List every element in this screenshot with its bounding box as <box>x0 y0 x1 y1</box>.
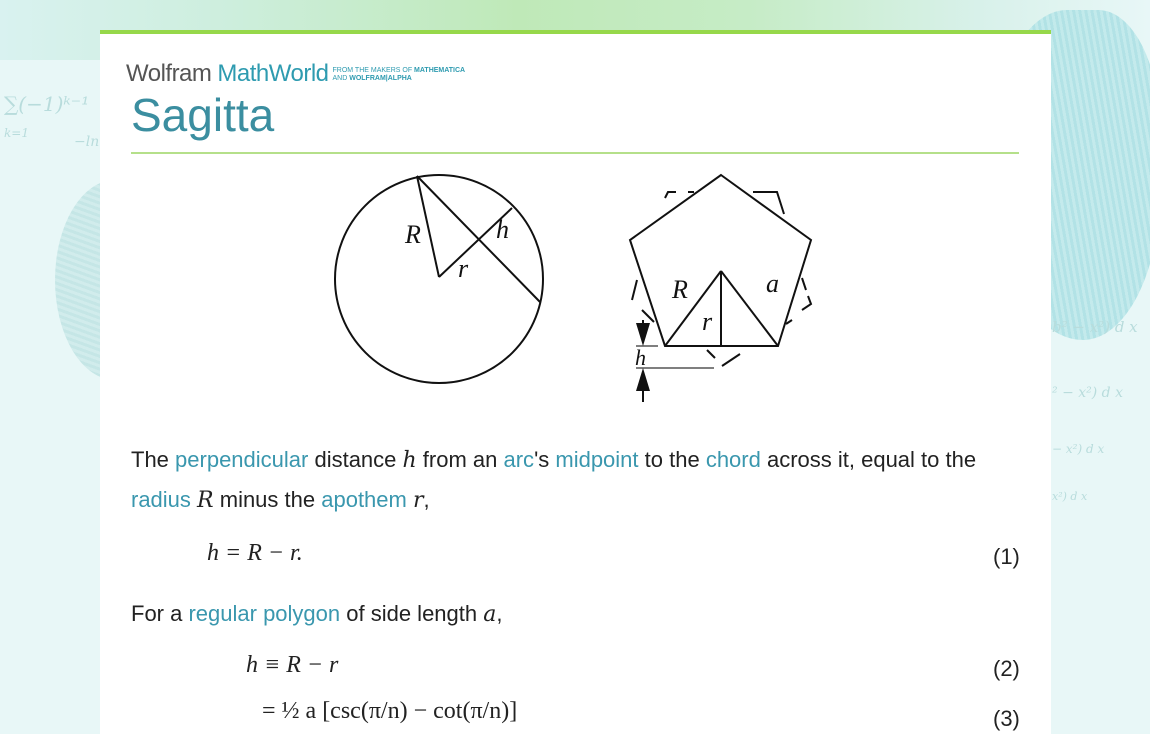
math-var-a: a <box>483 602 497 627</box>
polygon-paragraph <box>131 594 1031 634</box>
equation-1: h = R − r. <box>207 540 303 566</box>
tagline-text: FROM THE MAKERS OF <box>332 67 415 74</box>
background-formula: ∑(−1)ᵏ⁻¹ <box>4 92 90 116</box>
equation-number-1: (1) <box>993 544 1020 569</box>
equation-2: h ≡ R − r <box>246 652 339 678</box>
background-formula: k=1 <box>4 126 29 140</box>
svg-text:R: R <box>672 275 688 304</box>
text: minus the <box>213 487 322 512</box>
text: , <box>496 601 503 626</box>
text: 's <box>534 447 556 472</box>
link-perpendicular[interactable]: perpendicular <box>175 447 309 472</box>
equation-3: = ½ a [csc(π/n) − cot(π/n)] <box>262 698 518 724</box>
text: across it, equal to the <box>760 447 977 472</box>
text: of side length <box>340 601 484 626</box>
math-var-R: R <box>197 488 214 513</box>
background-formula: ² − x²) d x <box>1052 385 1123 401</box>
sagitta-circle-figure <box>330 170 550 390</box>
svg-text:h: h <box>496 215 509 244</box>
link-apothem[interactable]: apothem <box>321 487 407 512</box>
definition-paragraph <box>131 440 1031 520</box>
tagline-wolframalpha: WOLFRAM|ALPHA <box>349 75 412 82</box>
svg-text:h: h <box>635 345 646 370</box>
logo-mathworld-text: MathWorld <box>217 60 329 87</box>
background-formula: x²) d x <box>1052 490 1088 503</box>
mathworld-logo[interactable] <box>126 60 465 88</box>
title-divider <box>131 152 1019 154</box>
background-formula: b² − x²) d x <box>1052 318 1138 336</box>
text: from an <box>416 447 504 472</box>
math-var-r: r <box>412 488 424 513</box>
logo-tagline <box>333 67 466 83</box>
link-chord[interactable]: chord <box>705 447 761 472</box>
link-radius[interactable]: radius <box>131 487 191 512</box>
text: to the <box>638 447 706 472</box>
text: distance <box>308 447 403 472</box>
sagitta-pentagon-figure <box>600 170 830 410</box>
tagline-mathematica: MATHEMATICA <box>414 67 466 74</box>
svg-text:a: a <box>766 269 779 298</box>
background-formula: −ln <box>74 134 100 150</box>
link-midpoint[interactable]: midpoint <box>555 447 639 472</box>
math-var-h: h <box>402 448 417 473</box>
background-formula: − x²) d x <box>1052 442 1105 456</box>
svg-text:r: r <box>702 307 713 336</box>
text: For a <box>131 601 189 626</box>
svg-text:r: r <box>458 254 469 283</box>
logo-wolfram-text: Wolfram <box>126 60 212 87</box>
link-arc[interactable]: arc <box>503 447 535 472</box>
svg-text:R: R <box>405 220 421 249</box>
link-regular-polygon[interactable]: regular polygon <box>188 601 341 626</box>
equation-number-3: (3) <box>993 706 1020 731</box>
text: The <box>131 447 176 472</box>
text: , <box>423 487 430 512</box>
content-page <box>100 30 1051 734</box>
page-title: Sagitta <box>131 89 275 141</box>
tagline-text: AND <box>332 75 350 82</box>
equation-number-2: (2) <box>993 656 1020 681</box>
